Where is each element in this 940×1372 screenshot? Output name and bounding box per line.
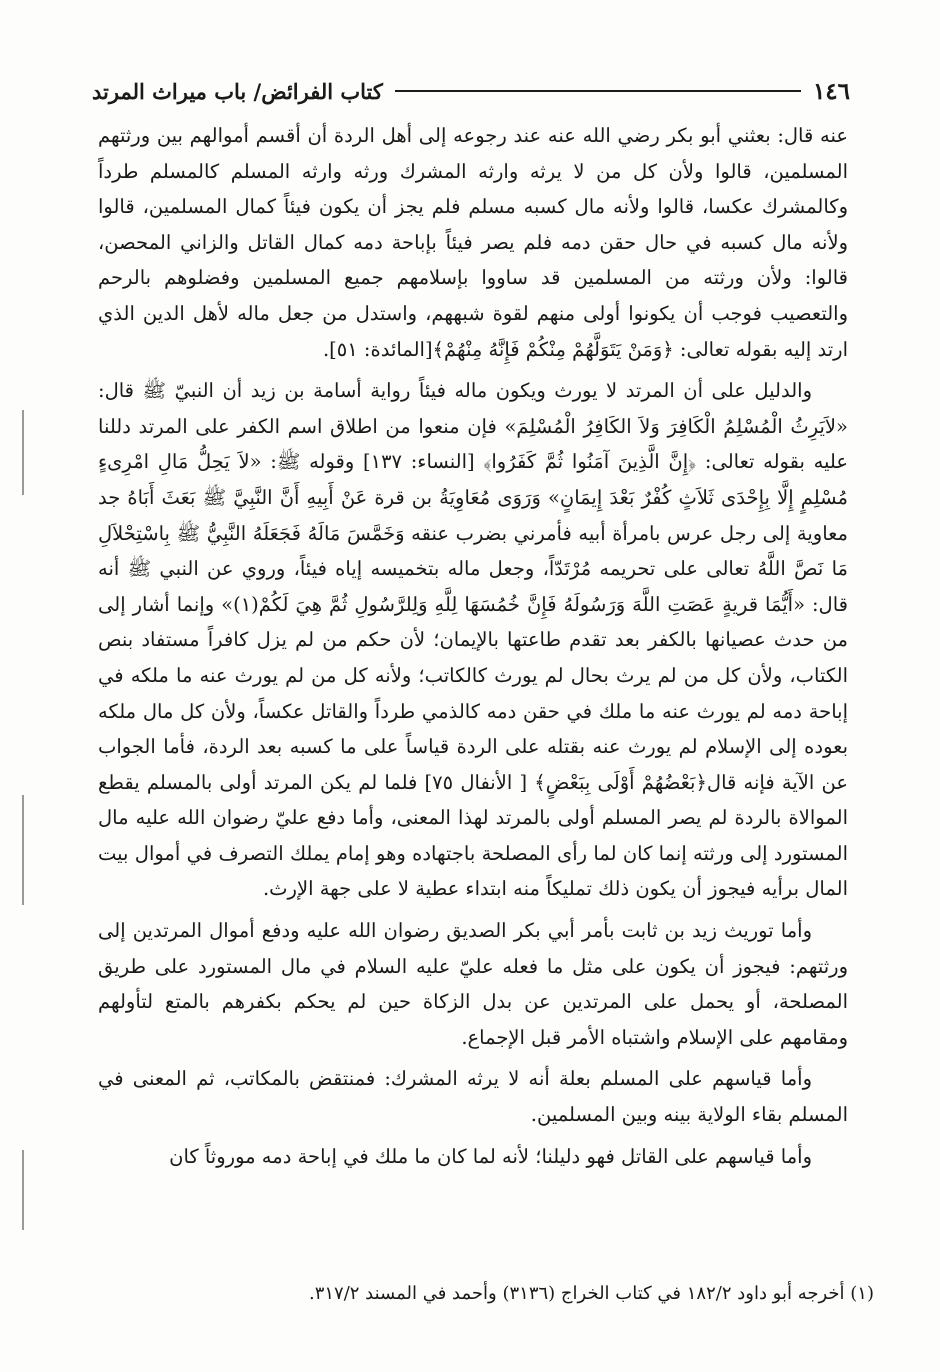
header-rule xyxy=(395,90,801,92)
scan-edge-mark xyxy=(22,795,24,905)
scan-edge-mark xyxy=(22,410,24,495)
main-text xyxy=(98,118,848,1174)
paragraph: وأما قياسهم على المسلم بعلة أنه لا يرثه المشرك: فمنتقض بالمكاتب، ثم المعنى في المسلم بقاء الولاية بينه وبين المسلمين. xyxy=(98,1067,848,1127)
page-number: ١٤٦ xyxy=(812,77,850,105)
running-title: كتاب الفرائض/ باب ميراث المرتد xyxy=(92,78,383,104)
scan-edge-mark xyxy=(22,1150,24,1230)
paragraph: والدليل على أن المرتد لا يورث ويكون ماله فيئاً رواية أسامة بن زيد أن النبيّ ﷺ قال: «لاَيَرِثُ الْمُسْلِمُ الْكَافِرَ وَلاَ الكَافِرُ الْمُسْلِمَ» فإن منعوا من اطلاق اسم الكفر على المرتد دللنا عليه بقوله تعالى: ﴿إِنَّ الَّذِينَ آمَنُوا ثُمَّ كَفَرُوا﴾ [النساء: ١٣٧] وقوله ﷺ: «لاَ يَحِلُّ مَالِ امْرِىءٍ مُسْلِمٍ إِلَّا بِإِحْدَى ثَلاَثٍ كُفْرٌ بَعْدَ إِيمَانٍ» وَرَوَى مُعَاوِيَةُ بن قرة عَنْ أَبِيهِ أَنَّ النَّبِيَّ ﷺ بَعَثَ أَبَاهُ جد معاوية إلى رجل عرس بامرأة أبيه فأمرني بضرب عنقه وَخَمَّسَ مَالَهُ فَجَعَلَهُ النَّبِيُّ ﷺ بِاسْتِحْلاَلِ مَا نَصَّ اللَّهُ تعالى على تحريمه مُرْتَدّاً، وجعل ماله بتخميسه إياه فيئاً، وروي عن النبي ﷺ أنه قال: «أَيُّمَا قريةٍ عَصَتِ اللَّهَ وَرَسُولَهُ فَإِنَّ خُمُسَهَا لِلَّهِ وَلِلرَّسُولِ ثُمَّ هِيَ لَكُمْ(١)» وإنما أشار إلى من حدث عصيانها بالكفر بعد تقدم طاعتها بالإيمان؛ لأن حكم من لم يزل كافراً مستفاد بنص الكتاب، ولأن كل من لم يرث بحال لم يورث كالكاتب؛ ولأنه كل من لم يورث عنه ما ملكه في إباحة دمه لم يورث عنه ما ملك في حقن دمه كالذمي طرداً والقاتل عكساً، ولأن كل مال ملكه بعوده إلى الإسلام لم يورث عنه بقتله على الردة قياساً على ما كسبه بعد الردة، فأما الجواب عن الآية فإنه قال﴿بَعْضُهُمْ أَوْلَى بِبَعْضٍ﴾ [ الأنفال ٧٥] فلما لم يكن المرتد أولى بالمسلم يقطع الموالاة بالردة لم يصر المسلم أولى بالمرتد لهذا المعنى، وأما دفع عليّ رضوان الله عليه مال المستورد إلى ورثته إنما كان لما رأى المصلحة باجتهاده وهو إمام يملك التصرف في أموال بيت المال برأيه فيجوز أن يكون ذلك تمليكاً منه ابتداء عطية لا على جهة الإرث. xyxy=(98,379,849,901)
paragraph: وأما قياسهم على القاتل فهو دليلنا؛ لأنه لما كان ما ملك في إباحة دمه موروثاً كان xyxy=(169,1144,812,1168)
paragraph: وأما توريث زيد بن ثابت بأمر أبي بكر الصديق رضوان الله عليه ودفع أموال المرتدين إلى ورثتهم: فيجوز أن يكون على مثل ما فعله عليّ عليه السلام في مال المستورد على طريق المصلحة، أو يحمل على المرتدين عن بدل الزكاة حين لم يحكم بكفرهم بالمتع لتأولهم ومقامهم على الإسلام واشتباه الأمر قبل الإجماع. xyxy=(98,919,848,1049)
page-header xyxy=(92,74,850,108)
paragraph: عنه قال: بعثني أبو بكر رضي الله عنه عند رجوعه إلى أهل الردة أن أقسم أموالهم بين ورثتهم المسلمين، قالوا ولأن كل من لا يرثه وارثه المشرك ورثه وارثه المسلم كالمسلم طرداً وكالمشرك عكسا، قالوا ولأنه مال كسبه مسلم فلم يجز أن يكون فيئاً كمال المسلمين، قالوا ولأنه مال كسبه في حال حقن دمه فلم يصر فيئاً بإباحة دمه كمال القاتل والزاني المحصن، قالوا: ولأن ورثته من المسلمين قد ساووا بإسلامهم جميع المسلمين وفضلوهم بالرحم والتعصيب فوجب أن يكونوا أولى منهم لقوة شبههم، واستدل من جعل ماله لأهل الدين الذي ارتد إليه بقوله تعالى: ﴿وَمَنْ يَتَوَلَّهُمْ مِنْكُمْ فَإِنَّهُ مِنْهُمْ﴾[المائدة: ٥١]. xyxy=(98,124,848,361)
footnote: (١) أخرجه أبو داود ١٨٢/٢ في كتاب الخراج (٣١٣٦) وأحمد في المسند ٣١٧/٢. xyxy=(308,1283,874,1304)
